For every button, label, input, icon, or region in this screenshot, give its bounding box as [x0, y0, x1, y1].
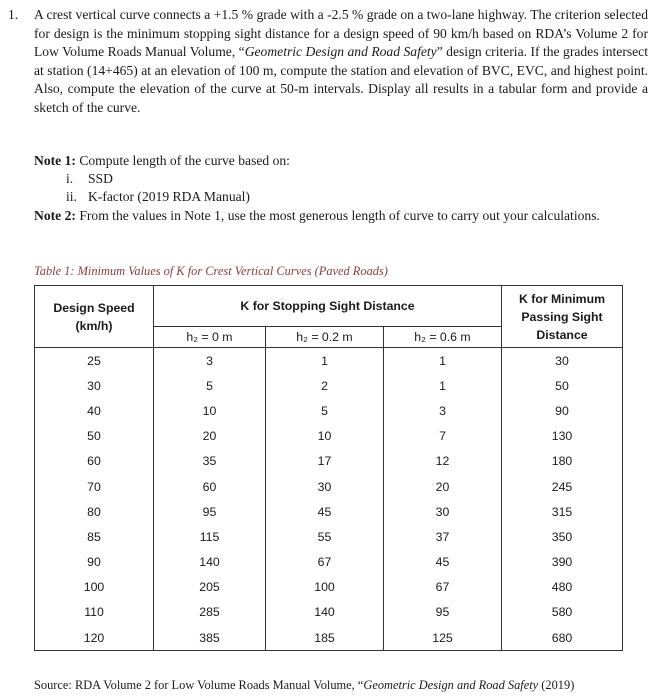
- table-cell: 7: [384, 424, 502, 449]
- table-row: [35, 575, 623, 600]
- table-cell: 2: [266, 373, 384, 398]
- table-cell: 10: [266, 424, 384, 449]
- table-cell: 10: [154, 398, 266, 423]
- table-cell: 100: [35, 575, 154, 600]
- table-cell: 125: [384, 625, 502, 651]
- problem-text-part-1: A crest vertical curve connects a +1.5 % grade with a -2.5 % grade on a two-lane highway. The criterion selected for design is the minimum stopping sight distance for a design speed of 90 km/h based on RDA’s Volume 2 for Low Volume Roads Manual Volume, “: [34, 7, 648, 60]
- table-row: [35, 373, 623, 398]
- table-cell: 25: [35, 348, 154, 374]
- note-1: [34, 152, 616, 170]
- note-1-item-2-marker: ii.: [66, 189, 77, 205]
- note-2-text: From the values in Note 1, use the most generous length of curve to carry out your calculations.: [79, 207, 600, 223]
- table-row: [35, 449, 623, 474]
- table-cell: 385: [154, 625, 266, 651]
- table-cell: 50: [502, 373, 623, 398]
- header-k-stopping: K for Stopping Sight Distance: [154, 286, 502, 327]
- note-1-item-1-marker: i.: [66, 171, 74, 187]
- header-design-speed: Design Speed (km/h): [35, 286, 154, 348]
- table-row: [35, 348, 623, 374]
- table-cell: 5: [266, 398, 384, 423]
- table-cell: 680: [502, 625, 623, 651]
- table-row: [35, 600, 623, 625]
- table-cell: 30: [384, 499, 502, 524]
- table-cell: 180: [502, 449, 623, 474]
- table-cell: 50: [35, 424, 154, 449]
- table-row: [35, 550, 623, 575]
- table-cell: 45: [384, 550, 502, 575]
- table-cell: 90: [502, 398, 623, 423]
- table-row: [35, 524, 623, 549]
- note-2: [34, 207, 616, 225]
- source-title: Geometric Design and Road Safety: [363, 678, 539, 692]
- source-prefix: Source: RDA Volume 2 for Low Volume Roads Manual Volume, “: [34, 678, 364, 692]
- problem-text: [34, 6, 648, 118]
- note-1-label: Note 1:: [34, 153, 76, 168]
- table-row: [35, 625, 623, 651]
- table-cell: 100: [266, 575, 384, 600]
- notes-section: [34, 152, 616, 225]
- table-cell: 37: [384, 524, 502, 549]
- table-cell: 140: [266, 600, 384, 625]
- table-row: [35, 424, 623, 449]
- table-cell: 95: [384, 600, 502, 625]
- note-1-item-1: [34, 170, 616, 188]
- table-cell: 185: [266, 625, 384, 651]
- note-2-label: Note 2:: [34, 207, 76, 223]
- table-cell: 95: [154, 499, 266, 524]
- table-cell: 1: [384, 373, 502, 398]
- header-h2-0m: h₂ = 0 m: [154, 327, 266, 348]
- table-cell: 580: [502, 600, 623, 625]
- table-cell: 17: [266, 449, 384, 474]
- table-cell: 30: [266, 474, 384, 499]
- table-cell: 67: [266, 550, 384, 575]
- table-cell: 35: [154, 449, 266, 474]
- k-values-table: [34, 285, 623, 651]
- table-cell: 12: [384, 449, 502, 474]
- table-cell: 140: [154, 550, 266, 575]
- table-cell: 40: [35, 398, 154, 423]
- table-cell: 1: [384, 348, 502, 374]
- header-h2-02m: h₂ = 0.2 m: [266, 327, 384, 348]
- source-suffix: (2019): [538, 678, 575, 692]
- table-row: [35, 499, 623, 524]
- table-cell: 350: [502, 524, 623, 549]
- table-cell: 315: [502, 499, 623, 524]
- table-cell: 85: [35, 524, 154, 549]
- table-cell: 67: [384, 575, 502, 600]
- problem-number: 1.: [8, 7, 19, 22]
- note-1-item-2: [34, 188, 616, 206]
- table-cell: 130: [502, 424, 623, 449]
- table-cell: 1: [266, 348, 384, 374]
- table-cell: 120: [35, 625, 154, 651]
- note-1-text: Compute length of the curve based on:: [79, 153, 290, 168]
- table-cell: 30: [502, 348, 623, 374]
- problem-statement: [8, 6, 648, 118]
- table-cell: 55: [266, 524, 384, 549]
- table-cell: 110: [35, 600, 154, 625]
- table-cell: 285: [154, 600, 266, 625]
- table-cell: 3: [384, 398, 502, 423]
- table-cell: 70: [35, 474, 154, 499]
- problem-text-title: Geometric Design and Road Safety: [244, 44, 437, 60]
- note-1-item-1-text: SSD: [88, 171, 113, 187]
- table-cell: 45: [266, 499, 384, 524]
- table-row: [35, 474, 623, 499]
- problem-text-part-2: ” design criteria. If the grades intersect at station (14+465) at an elevation of 100 m, compute the station and elevation of BVC, EVC, and highest point. Also, compute the elevation of the curve at 50-m intervals. Display all results in a tabular form and provide a sketch of the curve.: [34, 44, 648, 115]
- header-h2-06m: h₂ = 0.6 m: [384, 327, 502, 348]
- table-cell: 3: [154, 348, 266, 374]
- table-body: [35, 348, 623, 651]
- table-cell: 245: [502, 474, 623, 499]
- header-k-passing: K for Minimum Passing Sight Distance: [502, 286, 623, 348]
- table-cell: 20: [154, 424, 266, 449]
- table-row: [35, 398, 623, 423]
- table-cell: 60: [35, 449, 154, 474]
- table-cell: 90: [35, 550, 154, 575]
- table-cell: 5: [154, 373, 266, 398]
- note-1-item-2-text: K-factor (2019 RDA Manual): [88, 189, 250, 205]
- table-cell: 20: [384, 474, 502, 499]
- table-caption: Table 1: Minimum Values of K for Crest Vertical Curves (Paved Roads): [34, 264, 388, 278]
- table-cell: 30: [35, 373, 154, 398]
- table-cell: 390: [502, 550, 623, 575]
- table-cell: 60: [154, 474, 266, 499]
- table-cell: 480: [502, 575, 623, 600]
- table-cell: 205: [154, 575, 266, 600]
- table-cell: 115: [154, 524, 266, 549]
- table-source: [34, 678, 574, 693]
- table-cell: 80: [35, 499, 154, 524]
